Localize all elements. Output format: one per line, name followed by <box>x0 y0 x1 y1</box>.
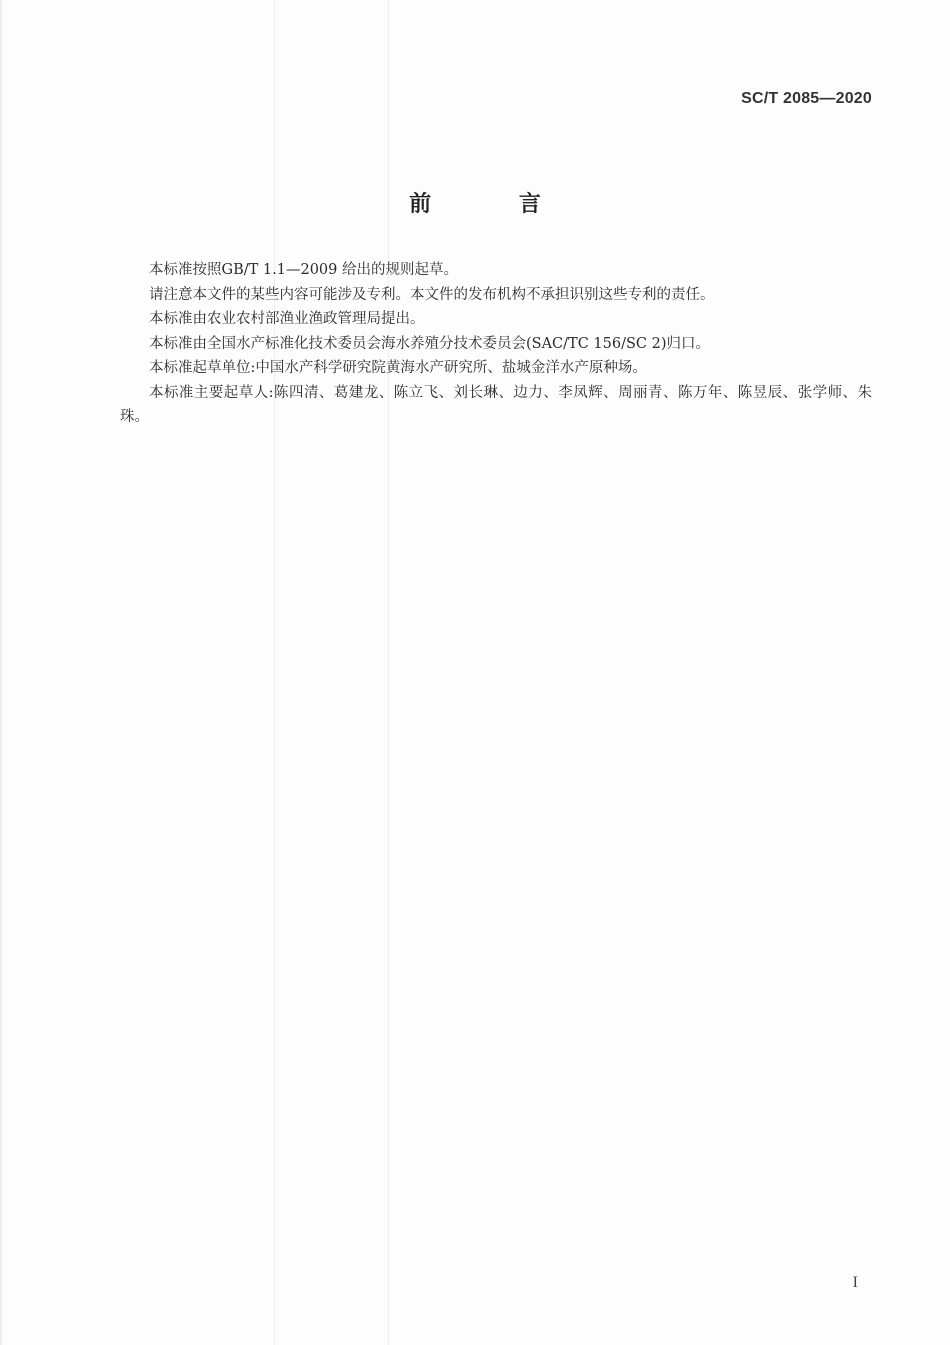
paragraph-drafting-rules: 本标准按照GB/T 1.1—2009 给出的规则起草。 <box>149 262 458 278</box>
foreword-title: 前 言 <box>409 192 581 217</box>
foreword-body <box>120 258 872 430</box>
paragraph-committee: 本标准由全国水产标准化技术委员会海水养殖分技术委员会(SAC/TC 156/SC 2)归口。 <box>149 335 710 352</box>
paragraph-proposer: 本标准由农业农村部渔业渔政管理局提出。 <box>149 311 425 327</box>
standard-number: SC/T 2085—2020 <box>741 90 872 107</box>
paragraph-drafting-units: 本标准起草单位:中国水产科学研究院黄海水产研究所、盐城金洋水产原种场。 <box>149 360 647 376</box>
page-number: I <box>852 1274 858 1291</box>
paragraph-drafters: 本标准主要起草人:陈四清、葛建龙、陈立飞、刘长琳、边力、李凤辉、周丽青、陈万年、陈昱辰、张学师、朱珠。 <box>120 384 872 425</box>
paragraph-patent-notice: 请注意本文件的某些内容可能涉及专利。本文件的发布机构不承担识别这些专利的责任。 <box>149 286 715 303</box>
